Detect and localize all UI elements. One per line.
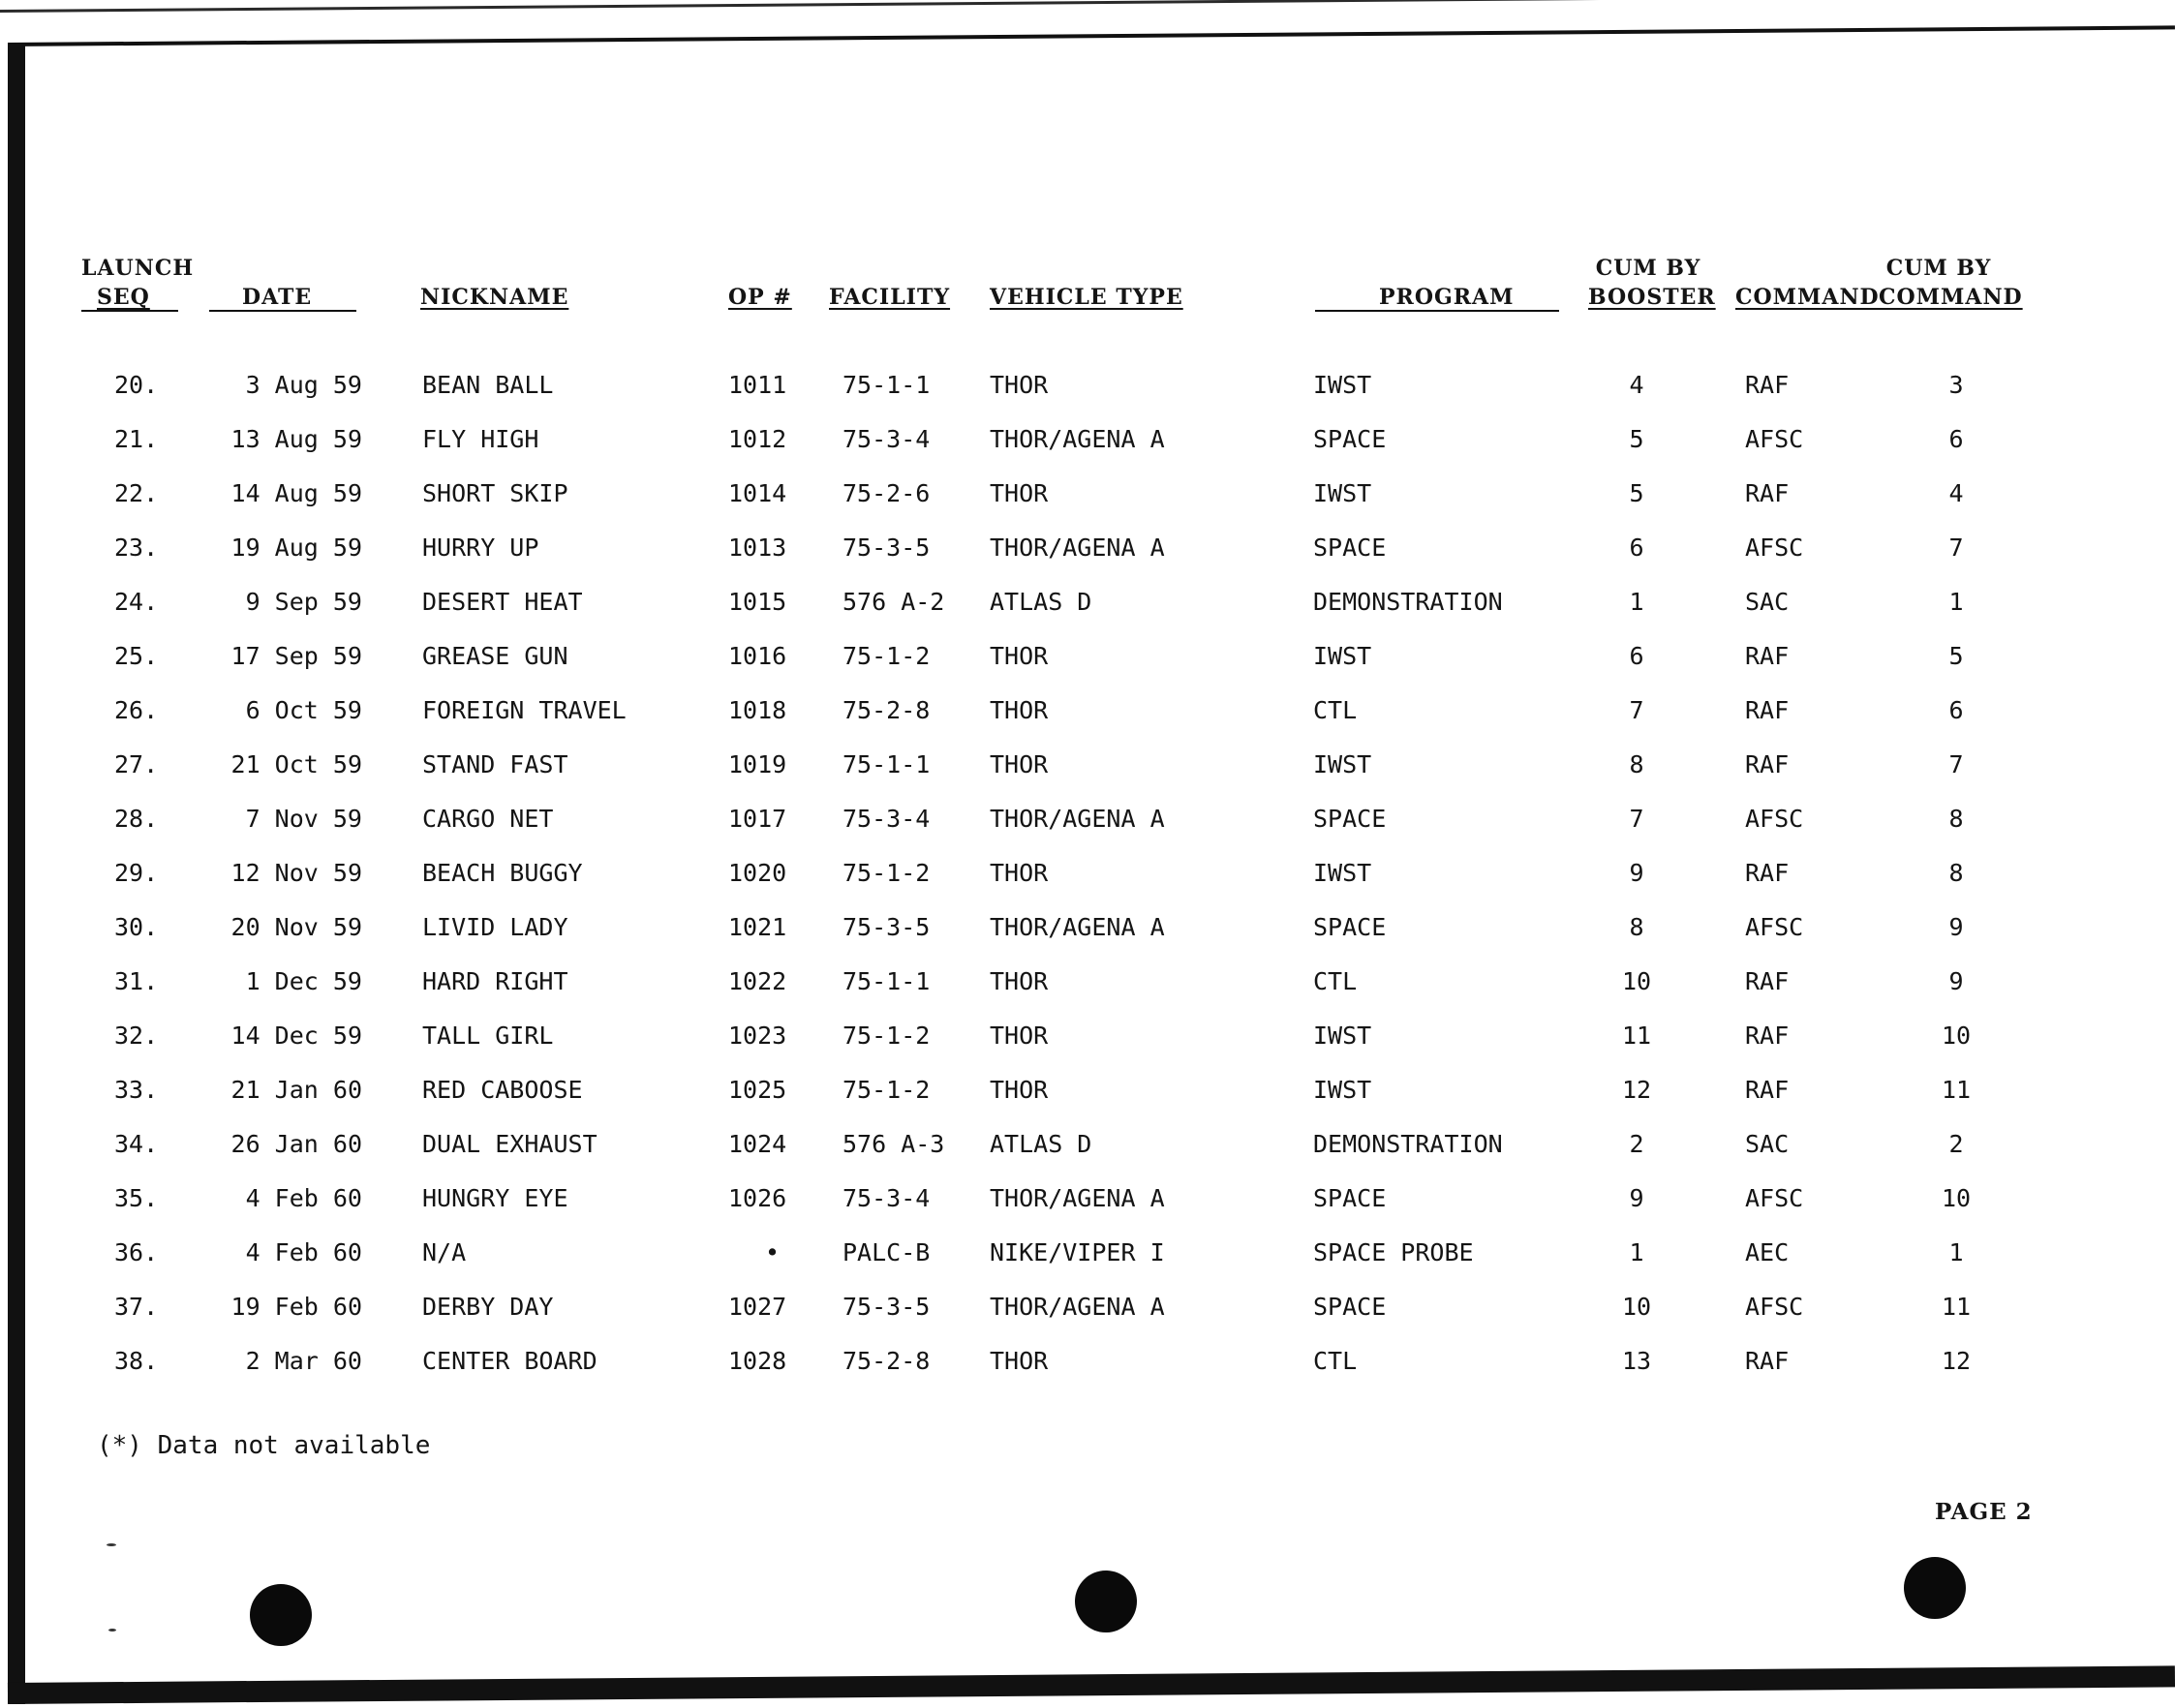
cell-date: 12 Nov 59 [230,859,362,887]
cell-program: IWST [1313,750,1372,778]
cell-op: 1024 [728,1130,787,1158]
cell-date: 26 Jan 60 [230,1130,362,1158]
cell-nickname: HURRY UP [422,534,539,562]
cell-date: 17 Sep 59 [230,642,362,670]
cell-date: 19 Feb 60 [230,1293,362,1321]
cell-date: 20 Nov 59 [230,913,362,941]
cell-facility: 75-1-1 [842,967,931,995]
cell-command: RAF [1745,1022,1790,1050]
cell-op: 1027 [728,1293,787,1321]
cell-cum-booster: 10 [1621,967,1652,995]
cell-date: 1 Dec 59 [245,967,362,995]
cell-vehicle: THOR [990,1347,1049,1375]
cell-cum-command: 2 [1948,1130,1964,1158]
header-cum-by-booster-line2: BOOSTER [1588,285,1716,310]
cell-program: SPACE PROBE [1313,1238,1474,1266]
cell-date: 7 Nov 59 [245,805,362,833]
cell-command: AFSC [1745,1293,1804,1321]
cell-op: 1019 [728,750,787,778]
cell-facility: 75-1-2 [842,642,931,670]
cell-command: SAC [1745,1130,1790,1158]
cell-facility: 576 A-2 [842,588,945,616]
table-row [0,1017,2175,1055]
cell-op: 1013 [728,534,787,562]
cell-seq: 21. [114,425,159,453]
cell-cum-booster: 8 [1629,750,1644,778]
cell-facility: 75-3-5 [842,1293,931,1321]
cell-seq: 32. [114,1022,159,1050]
scan-speck [107,1543,116,1546]
cell-cum-command: 9 [1948,913,1964,941]
cell-vehicle: THOR [990,696,1049,724]
cell-nickname: CARGO NET [422,805,554,833]
table-row [0,1288,2175,1327]
cell-date: 6 Oct 59 [245,696,362,724]
cell-nickname: TALL GIRL [422,1022,554,1050]
cell-facility: PALC-B [842,1238,931,1266]
cell-nickname: BEAN BALL [422,371,554,399]
cell-facility: 75-3-4 [842,1184,931,1212]
table-row [0,800,2175,839]
cell-vehicle: ATLAS D [990,1130,1092,1158]
table-row [0,746,2175,784]
page-number: PAGE 2 [1935,1499,2033,1525]
table-row [0,1071,2175,1110]
cell-vehicle: THOR/AGENA A [990,534,1165,562]
cell-facility: 75-3-5 [842,913,931,941]
cell-vehicle: THOR [990,642,1049,670]
cell-facility: 75-2-8 [842,696,931,724]
header-rule [209,310,356,312]
cell-date: 9 Sep 59 [245,588,362,616]
cell-op: 1011 [728,371,787,399]
cell-cum-command: 12 [1941,1347,1972,1375]
frame-top-border [8,25,2175,46]
cell-op: 1028 [728,1347,787,1375]
cell-date: 3 Aug 59 [245,371,362,399]
cell-op: 1017 [728,805,787,833]
cell-program: IWST [1313,1076,1372,1104]
cell-program: SPACE [1313,805,1387,833]
scan-speck [108,1629,116,1632]
footnote: (*) Data not available [97,1431,431,1460]
cell-nickname: SHORT SKIP [422,479,568,507]
cell-cum-command: 4 [1948,479,1964,507]
cell-cum-command: 7 [1948,750,1964,778]
cell-command: RAF [1745,967,1790,995]
table-row [0,1179,2175,1218]
header-command: COMMAND [1735,285,1880,310]
cell-op-bullet: • [765,1238,781,1266]
cell-seq: 34. [114,1130,159,1158]
table-row [0,529,2175,567]
cell-seq: 35. [114,1184,159,1212]
cell-cum-command: 11 [1941,1076,1972,1104]
cell-date: 4 Feb 60 [245,1184,362,1212]
cell-op: 1014 [728,479,787,507]
cell-program: CTL [1313,967,1358,995]
header-rule [1315,310,1559,312]
cell-cum-booster: 5 [1629,425,1644,453]
cell-date: 2 Mar 60 [245,1347,362,1375]
cell-vehicle: THOR [990,1076,1049,1104]
table-row [0,691,2175,730]
cell-vehicle: THOR [990,750,1049,778]
cell-program: CTL [1313,696,1358,724]
header-cum-by-command-line2: COMMAND [1879,285,2023,310]
cell-cum-booster: 6 [1629,642,1644,670]
cell-command: AFSC [1745,425,1804,453]
cell-cum-booster: 2 [1629,1130,1644,1158]
header-launch-seq [81,254,194,312]
cell-seq: 36. [114,1238,159,1266]
cell-facility: 576 A-3 [842,1130,945,1158]
cell-nickname: HARD RIGHT [422,967,568,995]
cell-program: SPACE [1313,913,1387,941]
cell-nickname: DESERT HEAT [422,588,583,616]
cell-vehicle: THOR/AGENA A [990,913,1165,941]
cell-program: SPACE [1313,1184,1387,1212]
cell-nickname: DUAL EXHAUST [422,1130,597,1158]
cell-date: 21 Oct 59 [230,750,362,778]
cell-nickname: N/A [422,1238,467,1266]
cell-cum-booster: 10 [1621,1293,1652,1321]
cell-facility: 75-1-1 [842,750,931,778]
table-row [0,1234,2175,1272]
cell-command: RAF [1745,1076,1790,1104]
cell-cum-command: 6 [1948,696,1964,724]
table-row [0,854,2175,893]
cell-command: RAF [1745,859,1790,887]
cell-vehicle: THOR/AGENA A [990,1184,1165,1212]
cell-cum-booster: 8 [1629,913,1644,941]
header-cum-by-command [1879,254,2023,312]
cell-cum-command: 1 [1948,588,1964,616]
cell-nickname: RED CABOOSE [422,1076,583,1104]
cell-seq: 38. [114,1347,159,1375]
cell-op: 1020 [728,859,787,887]
cell-facility: 75-3-4 [842,805,931,833]
cell-nickname: FOREIGN TRAVEL [422,696,627,724]
cell-command: RAF [1745,371,1790,399]
cell-op: 1016 [728,642,787,670]
cell-seq: 24. [114,588,159,616]
cell-date: 21 Jan 60 [230,1076,362,1104]
cell-vehicle: NIKE/VIPER I [990,1238,1165,1266]
cell-cum-command: 8 [1948,859,1964,887]
header-cum-by-command-line1: CUM BY [1885,256,1992,281]
cell-program: IWST [1313,479,1372,507]
cell-nickname: BEACH BUGGY [422,859,583,887]
punch-hole-icon [250,1584,312,1646]
cell-program: SPACE [1313,534,1387,562]
cell-op: 1012 [728,425,787,453]
cell-seq: 33. [114,1076,159,1104]
header-op: OP # [728,285,792,310]
cell-program: IWST [1313,859,1372,887]
cell-command: AEC [1745,1238,1790,1266]
header-cum-by-booster [1588,254,1716,312]
cell-cum-command: 1 [1948,1238,1964,1266]
cell-seq: 37. [114,1293,159,1321]
header-program: PROGRAM [1379,285,1515,310]
header-date: DATE [242,285,313,310]
cell-vehicle: THOR [990,371,1049,399]
cell-program: IWST [1313,642,1372,670]
cell-command: RAF [1745,642,1790,670]
cell-command: RAF [1745,750,1790,778]
cell-command: AFSC [1745,1184,1804,1212]
cell-program: DEMONSTRATION [1313,1130,1503,1158]
cell-op: 1025 [728,1076,787,1104]
cell-vehicle: THOR [990,967,1049,995]
cell-vehicle: THOR [990,859,1049,887]
header-launch-seq-line2: SEQ [97,285,150,310]
table-row [0,1125,2175,1164]
cell-nickname: DERBY DAY [422,1293,554,1321]
cell-vehicle: THOR [990,479,1049,507]
header-nickname: NICKNAME [420,285,569,310]
cell-nickname: STAND FAST [422,750,568,778]
cell-vehicle: THOR/AGENA A [990,425,1165,453]
cell-command: AFSC [1745,534,1804,562]
cell-cum-booster: 7 [1629,805,1644,833]
table-row [0,583,2175,622]
cell-facility: 75-2-8 [842,1347,931,1375]
top-rule [0,0,2175,13]
cell-program: IWST [1313,1022,1372,1050]
cell-op: 1023 [728,1022,787,1050]
cell-cum-booster: 4 [1629,371,1644,399]
cell-seq: 25. [114,642,159,670]
cell-seq: 27. [114,750,159,778]
cell-program: DEMONSTRATION [1313,588,1503,616]
cell-cum-command: 7 [1948,534,1964,562]
cell-program: SPACE [1313,425,1387,453]
cell-seq: 28. [114,805,159,833]
cell-cum-booster: 7 [1629,696,1644,724]
cell-facility: 75-1-2 [842,1022,931,1050]
cell-command: SAC [1745,588,1790,616]
cell-facility: 75-1-1 [842,371,931,399]
table-row [0,420,2175,459]
cell-program: SPACE [1313,1293,1387,1321]
cell-command: AFSC [1745,913,1804,941]
cell-command: RAF [1745,479,1790,507]
cell-seq: 23. [114,534,159,562]
cell-cum-booster: 1 [1629,588,1644,616]
cell-date: 13 Aug 59 [230,425,362,453]
cell-op: 1021 [728,913,787,941]
cell-cum-booster: 1 [1629,1238,1644,1266]
cell-nickname: HUNGRY EYE [422,1184,568,1212]
punch-hole-icon [1904,1557,1966,1619]
cell-vehicle: THOR [990,1022,1049,1050]
header-launch-seq-line1: LAUNCH [81,256,195,281]
cell-command: AFSC [1745,805,1804,833]
cell-cum-command: 9 [1948,967,1964,995]
table-row [0,908,2175,947]
cell-facility: 75-3-5 [842,534,931,562]
cell-cum-booster: 13 [1621,1347,1652,1375]
cell-seq: 29. [114,859,159,887]
table-row [0,474,2175,513]
cell-cum-booster: 5 [1629,479,1644,507]
cell-program: IWST [1313,371,1372,399]
cell-nickname: CENTER BOARD [422,1347,597,1375]
cell-cum-booster: 6 [1629,534,1644,562]
cell-vehicle: THOR/AGENA A [990,1293,1165,1321]
cell-cum-command: 10 [1941,1184,1972,1212]
cell-program: CTL [1313,1347,1358,1375]
cell-date: 19 Aug 59 [230,534,362,562]
cell-cum-booster: 9 [1629,1184,1644,1212]
cell-facility: 75-3-4 [842,425,931,453]
cell-op: 1015 [728,588,787,616]
cell-nickname: FLY HIGH [422,425,539,453]
cell-command: RAF [1745,1347,1790,1375]
cell-command: RAF [1745,696,1790,724]
frame-bottom-border [8,1665,2175,1704]
cell-seq: 26. [114,696,159,724]
cell-op: 1018 [728,696,787,724]
cell-date: 14 Dec 59 [230,1022,362,1050]
punch-hole-icon [1075,1571,1137,1632]
cell-nickname: GREASE GUN [422,642,568,670]
header-rule [81,310,178,312]
cell-cum-command: 6 [1948,425,1964,453]
cell-cum-booster: 12 [1621,1076,1652,1104]
table-row [0,366,2175,405]
cell-facility: 75-2-6 [842,479,931,507]
cell-date: 14 Aug 59 [230,479,362,507]
cell-facility: 75-1-2 [842,859,931,887]
header-cum-by-booster-line1: CUM BY [1595,256,1701,281]
cell-cum-command: 3 [1948,371,1964,399]
cell-cum-booster: 9 [1629,859,1644,887]
cell-nickname: LIVID LADY [422,913,568,941]
cell-cum-command: 8 [1948,805,1964,833]
header-vehicle-type: VEHICLE TYPE [990,285,1183,310]
cell-seq: 20. [114,371,159,399]
cell-op: 1026 [728,1184,787,1212]
cell-cum-command: 5 [1948,642,1964,670]
cell-seq: 31. [114,967,159,995]
cell-date: 4 Feb 60 [245,1238,362,1266]
cell-cum-command: 11 [1941,1293,1972,1321]
table-row [0,637,2175,676]
header-facility: FACILITY [829,285,951,310]
cell-op: 1022 [728,967,787,995]
cell-cum-command: 10 [1941,1022,1972,1050]
cell-seq: 30. [114,913,159,941]
cell-vehicle: ATLAS D [990,588,1092,616]
cell-seq: 22. [114,479,159,507]
table-row [0,1342,2175,1381]
cell-cum-booster: 11 [1621,1022,1652,1050]
table-row [0,962,2175,1001]
cell-vehicle: THOR/AGENA A [990,805,1165,833]
cell-facility: 75-1-2 [842,1076,931,1104]
